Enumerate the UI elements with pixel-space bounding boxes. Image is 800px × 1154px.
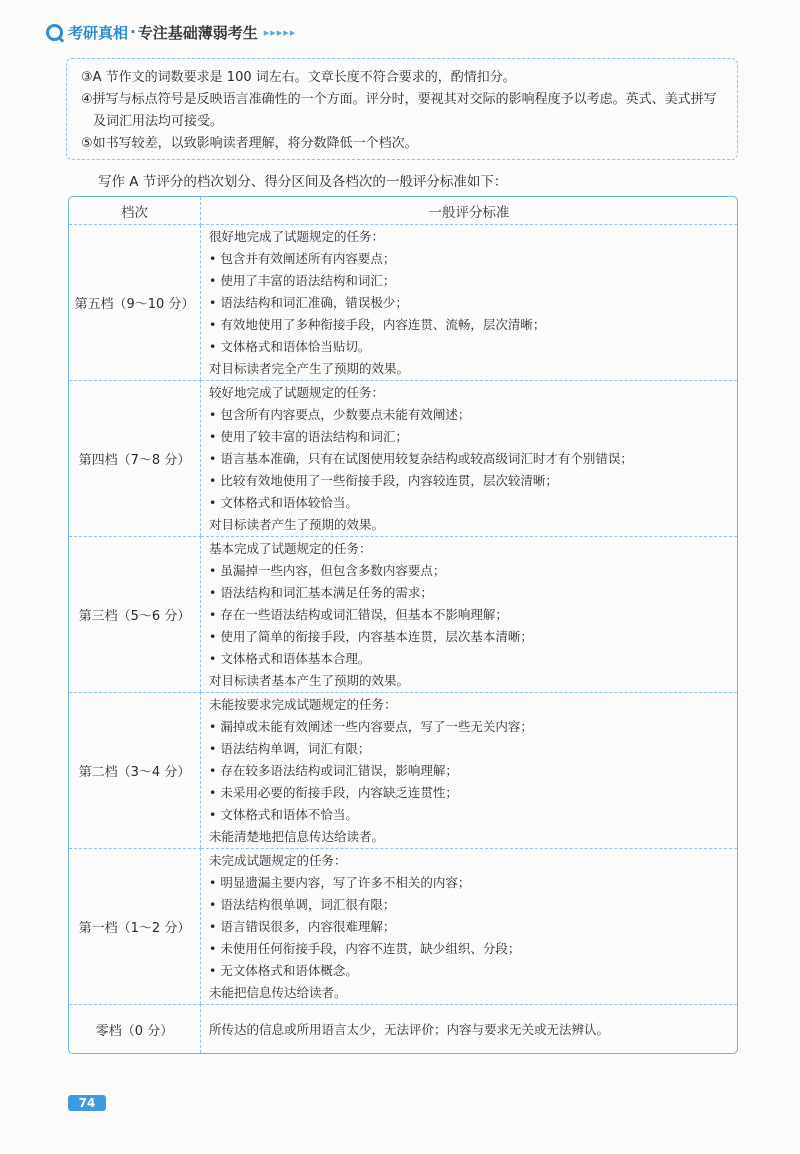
column-header-level: 档次 [69, 197, 201, 225]
page-number: 74 [68, 1095, 106, 1111]
level-cell: 第三档（5～6 分） [69, 536, 201, 692]
note-item: ③A 节作文的词数要求是 100 词左右。文章长度不符合要求的，酌情扣分。 [81, 70, 516, 85]
notes-box [66, 58, 738, 160]
level-cell: 零档（0 分） [69, 1004, 201, 1053]
criteria-line: • 语法结构和词汇基本满足任务的需求； [209, 585, 433, 600]
arrow-decoration-icon: ▸▸▸▸▸ [263, 25, 297, 39]
criteria-cell [201, 692, 737, 848]
grading-table-body [69, 225, 737, 1053]
table-row [69, 225, 737, 380]
column-header-criteria: 一般评分标准 [201, 197, 737, 225]
criteria-line: • 存在一些语法结构或词汇错误，但基本不影响理解； [209, 607, 508, 622]
criteria-line: • 比较有效地使用了一些衔接手段，内容较连贯，层次较清晰； [209, 473, 558, 488]
criteria-line: • 存在较多语法结构或词汇错误，影响理解； [209, 763, 458, 778]
intro-text: 写作 A 节评分的档次划分、得分区间及各档次的一般评分标准如下： [98, 174, 508, 190]
criteria-line: • 语法结构很单调，词汇很有限； [209, 897, 396, 912]
header-subtitle: 专注基础薄弱考生 [137, 23, 258, 42]
criteria-line: • 未使用任何衔接手段，内容不连贯，缺少组织、分段； [209, 941, 521, 956]
criteria-line: • 使用了丰富的语法结构和词汇； [209, 273, 396, 288]
criteria-cell [201, 848, 737, 1004]
page-header [46, 18, 296, 46]
criteria-line: 未能按要求完成试题规定的任务： [209, 697, 397, 712]
table-row [69, 1004, 737, 1053]
criteria-line: 未能清楚地把信息传达给读者。 [209, 829, 385, 844]
criteria-cell [201, 225, 737, 380]
criteria-line: 所传达的信息或所用语言太少，无法评价；内容与要求无关或无法辨认。 [209, 1021, 610, 1037]
criteria-line: 对目标读者产生了预期的效果。 [209, 517, 385, 532]
criteria-line: 对目标读者基本产生了预期的效果。 [209, 673, 410, 688]
criteria-line: • 文体格式和语体较恰当。 [209, 495, 358, 510]
criteria-line: 较好地完成了试题规定的任务： [209, 385, 385, 400]
criteria-cell [201, 536, 737, 692]
criteria-line: • 未采用必要的衔接手段，内容缺乏连贯性； [209, 785, 458, 800]
note-item-continuation: 及词汇用法均可接受。 [93, 114, 224, 129]
criteria-line: 未能把信息传达给读者。 [209, 985, 347, 1000]
table-row [69, 380, 737, 536]
header-title: 考研真相 [68, 23, 129, 42]
level-cell: 第四档（7～8 分） [69, 380, 201, 536]
criteria-line: • 语法结构单调，词汇有限； [209, 741, 371, 756]
criteria-line: • 语言错误很多，内容很难理解； [209, 919, 396, 934]
criteria-line: • 虽漏掉一些内容，但包含多数内容要点； [209, 563, 446, 578]
criteria-line: • 包含并有效阐述所有内容要点； [209, 251, 396, 266]
criteria-line: • 语言基本准确，只有在试图使用较复杂结构或较高级词汇时才有个别错误； [209, 451, 633, 466]
criteria-cell [201, 380, 737, 536]
level-cell: 第二档（3～4 分） [69, 692, 201, 848]
table-row [69, 692, 737, 848]
magnifier-logo-icon [46, 24, 63, 41]
table-row [69, 536, 737, 692]
criteria-cell [201, 1004, 737, 1053]
criteria-line: • 无文体格式和语体概念。 [209, 963, 358, 978]
header-separator: · [130, 23, 136, 41]
level-cell: 第一档（1～2 分） [69, 848, 201, 1004]
level-cell: 第五档（9～10 分） [69, 225, 201, 380]
criteria-line: • 使用了较丰富的语法结构和词汇； [209, 429, 408, 444]
criteria-line: 未完成试题规定的任务： [209, 853, 347, 868]
criteria-line: • 明显遗漏主要内容，写了许多不相关的内容； [209, 875, 471, 890]
criteria-line: • 文体格式和语体恰当贴切。 [209, 339, 371, 354]
criteria-line: • 使用了简单的衔接手段，内容基本连贯，层次基本清晰； [209, 629, 533, 644]
criteria-line: • 包含所有内容要点，少数要点未能有效阐述； [209, 407, 471, 422]
criteria-line: 基本完成了试题规定的任务： [209, 541, 372, 556]
note-item: ④拼写与标点符号是反映语言准确性的一个方面。评分时，要视其对交际的影响程度予以考虑。英式、美式拼写 [81, 92, 717, 107]
criteria-line: 对目标读者完全产生了预期的效果。 [209, 361, 410, 376]
criteria-line: • 语法结构和词汇准确，错误极少； [209, 295, 408, 310]
criteria-line: 很好地完成了试题规定的任务： [209, 229, 385, 244]
criteria-line: • 漏掉或未能有效阐述一些内容要点，写了一些无关内容； [209, 719, 533, 734]
grading-table [68, 196, 738, 1054]
note-item: ⑤如书写较差，以致影响读者理解，将分数降低一个档次。 [81, 136, 418, 151]
criteria-line: • 文体格式和语体不恰当。 [209, 807, 358, 822]
table-row [69, 848, 737, 1004]
criteria-line: • 有效地使用了多种衔接手段，内容连贯、流畅，层次清晰； [209, 317, 546, 332]
criteria-line: • 文体格式和语体基本合理。 [209, 651, 371, 666]
